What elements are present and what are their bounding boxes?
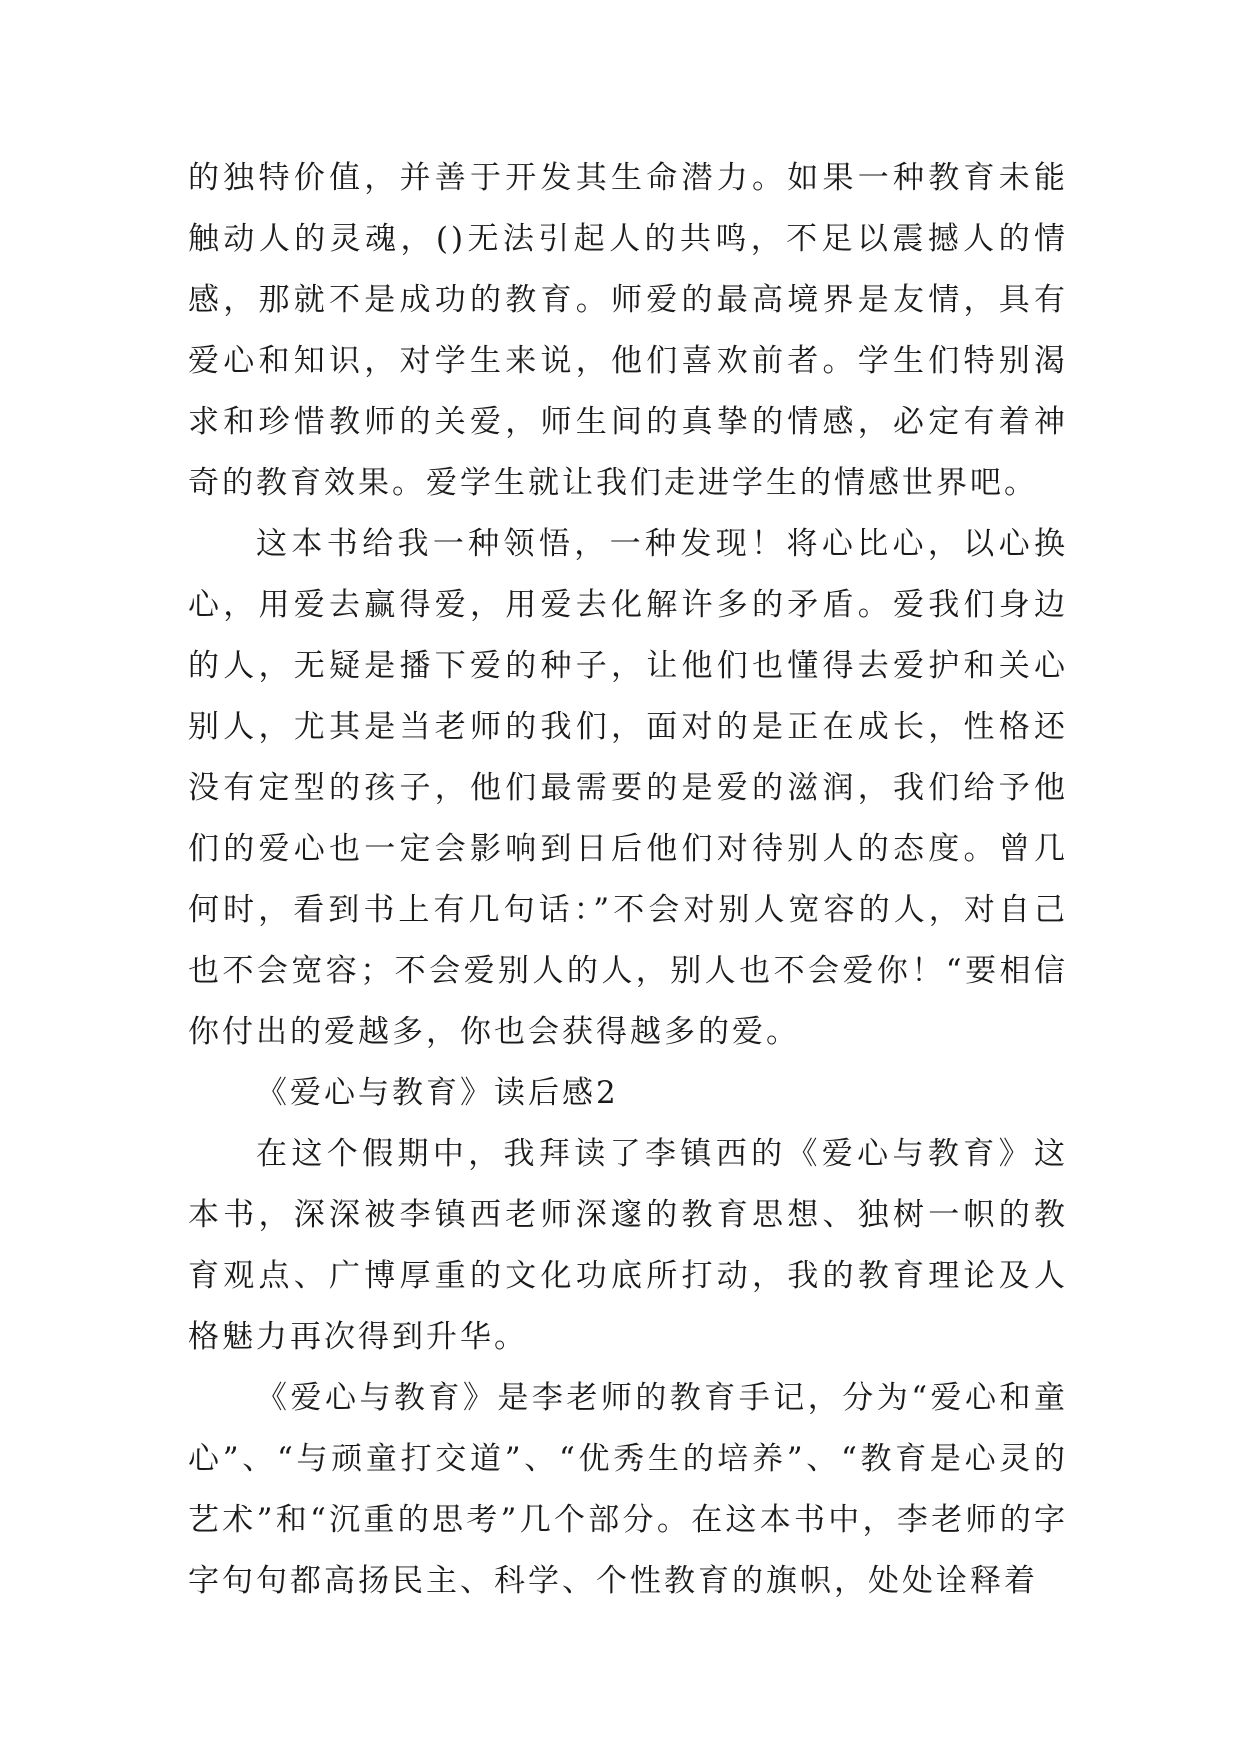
paragraph-empathy: 这本书给我一种领悟，一种发现！将心比心，以心换心，用爱去赢得爱，用爱去化解许多的矛盾。爱我们身边的人，无疑是播下爱的种子，让他们也懂得去爱护和关心别人，尤其是当老师的我们，面对的是正在成长，性格还没有定型的孩子，他们最需要的是爱的滋润，我们给予他们的爱心也一定会影响到日后他们对待别人的态度。曾几何时，看到书上有几句话：”不会对别人宽容的人，对自己也不会宽容；不会爱别人的人，别人也不会爱你！“要相信你付出的爱越多，你也会获得越多的爱。 <box>188 526 1068 1050</box>
paragraph-continuation: 的独特价值，并善于开发其生命潜力。如果一种教育未能触动人的灵魂，()无法引起人的共鸣，不足以震撼人的情感，那就不是成功的教育。师爱的最高境界是友情，具有爱心和知识，对学生来说，他们喜欢前者。学生们特别渴求和珍惜教师的关爱，师生间的真挚的情感，必定有着神奇的教育效果。爱学生就让我们走进学生的情感世界吧。 <box>188 160 1068 501</box>
paragraph-book-overview: 《爱心与教育》是李老师的教育手记，分为“爱心和童心”、“与顽童打交道”、“优秀生的培养”、“教育是心灵的艺术”和“沉重的思考”几个部分。在这本书中，李老师的字字句句都高扬民主、科学、个性教育的旗帜，处处诠释着 <box>188 1380 1068 1599</box>
paragraph-holiday-reading: 在这个假期中，我拜读了李镇西的《爱心与教育》这本书，深深被李镇西老师深邃的教育思想、独树一帜的教育观点、广博厚重的文化功底所打动，我的教育理论及人格魅力再次得到升华。 <box>188 1136 1068 1355</box>
section-title: 《爱心与教育》读后感2 <box>256 1075 619 1111</box>
document-body <box>188 148 1068 1612</box>
